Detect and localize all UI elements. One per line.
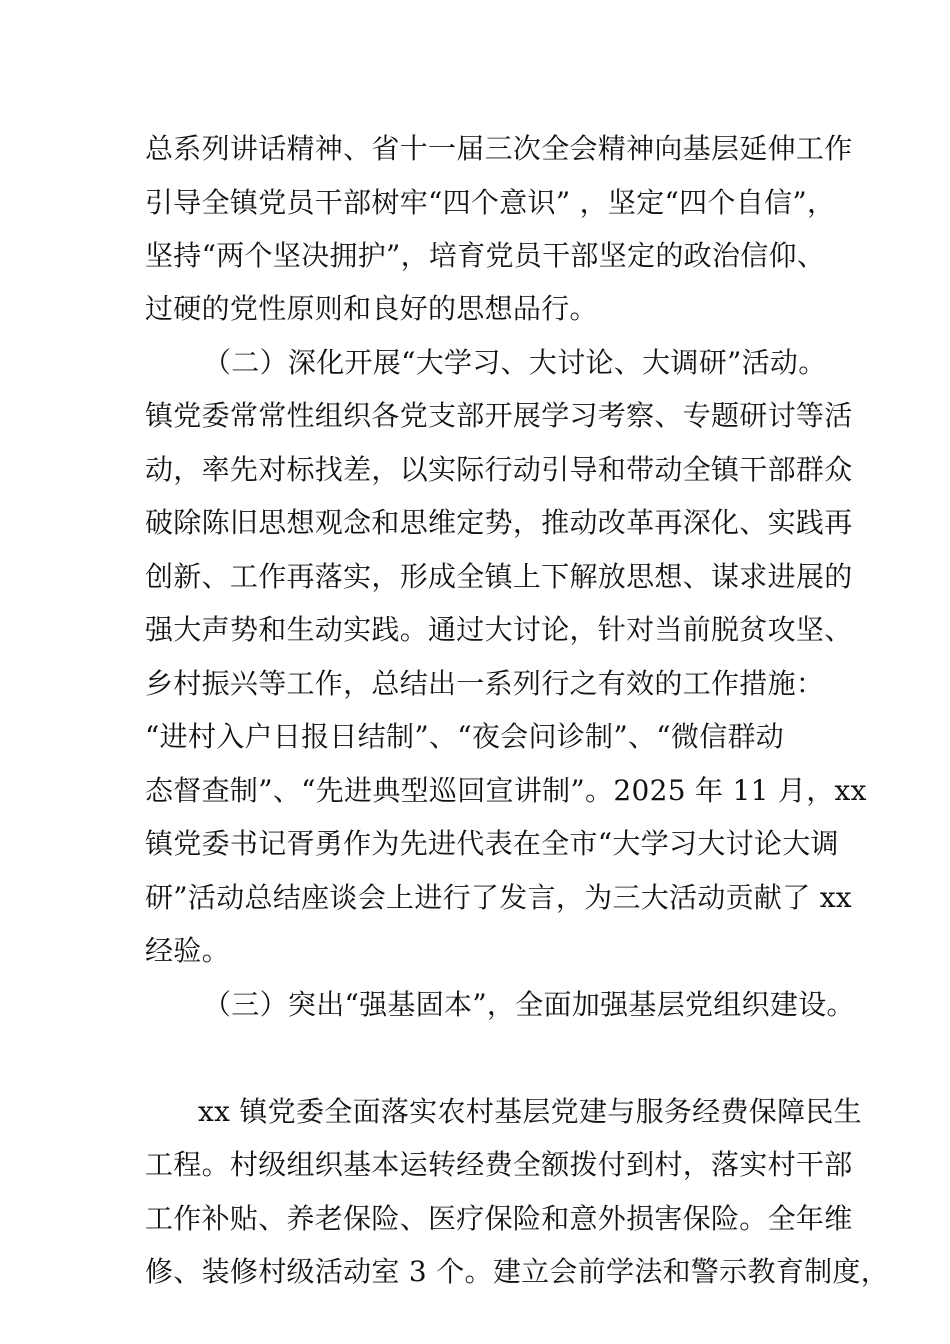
section-heading: （二）深化开展“大学习、大讨论、大调研”活动。 [203, 346, 827, 379]
text-line: 态督查制”、“先进典型巡回宣讲制”。2025 年 11 月，xx [145, 774, 867, 807]
text-line: 坚持“两个坚决拥护”，培育党员干部坚定的政治信仰、 [145, 239, 826, 272]
section-heading: （三）突出“强基固本”，全面加强基层党组织建设。 [203, 988, 855, 1021]
text-line: 镇党委书记胥勇作为先进代表在全市“大学习大讨论大调 [145, 827, 839, 860]
text-line: xx 镇党委全面落实农村基层党建与服务经费保障民生 [198, 1095, 862, 1128]
text-line: 经验。 [145, 934, 230, 967]
text-line: 研”活动总结座谈会上进行了发言，为三大活动贡献了 xx [145, 881, 852, 914]
text-line: 引导全镇党员干部树牢“四个意识” ，坚定“四个自信”， [145, 186, 836, 219]
text-line: 镇党委常常性组织各党支部开展学习考察、专题研讨等活 [145, 399, 853, 432]
text-line: 修、装修村级活动室 3 个。建立会前学法和警示教育制度， [145, 1255, 890, 1288]
text-line: 乡村振兴等工作，总结出一系列行之有效的工作措施： [145, 667, 825, 700]
text-line: 强大声势和生动实践。通过大讨论，针对当前脱贫攻坚、 [145, 613, 853, 646]
text-line: 创新、工作再落实，形成全镇上下解放思想、谋求进展的 [145, 560, 853, 593]
text-line: 工程。村级组织基本运转经费全额拨付到村，落实村干部 [145, 1148, 853, 1181]
text-line: 总系列讲话精神、省十一届三次全会精神向基层延伸工作 [145, 132, 853, 165]
text-line: 过硬的党性原则和良好的思想品行。 [145, 292, 598, 325]
text-line: 破除陈旧思想观念和思维定势，推动改革再深化、实践再 [145, 506, 853, 539]
text-line: “进村入户日报日结制”、“夜会问诊制”、“微信群动 [145, 720, 785, 753]
text-line: 动，率先对标找差，以实际行动引导和带动全镇干部群众 [145, 453, 853, 486]
text-line: 工作补贴、养老保险、医疗保险和意外损害保险。全年维 [145, 1202, 853, 1235]
